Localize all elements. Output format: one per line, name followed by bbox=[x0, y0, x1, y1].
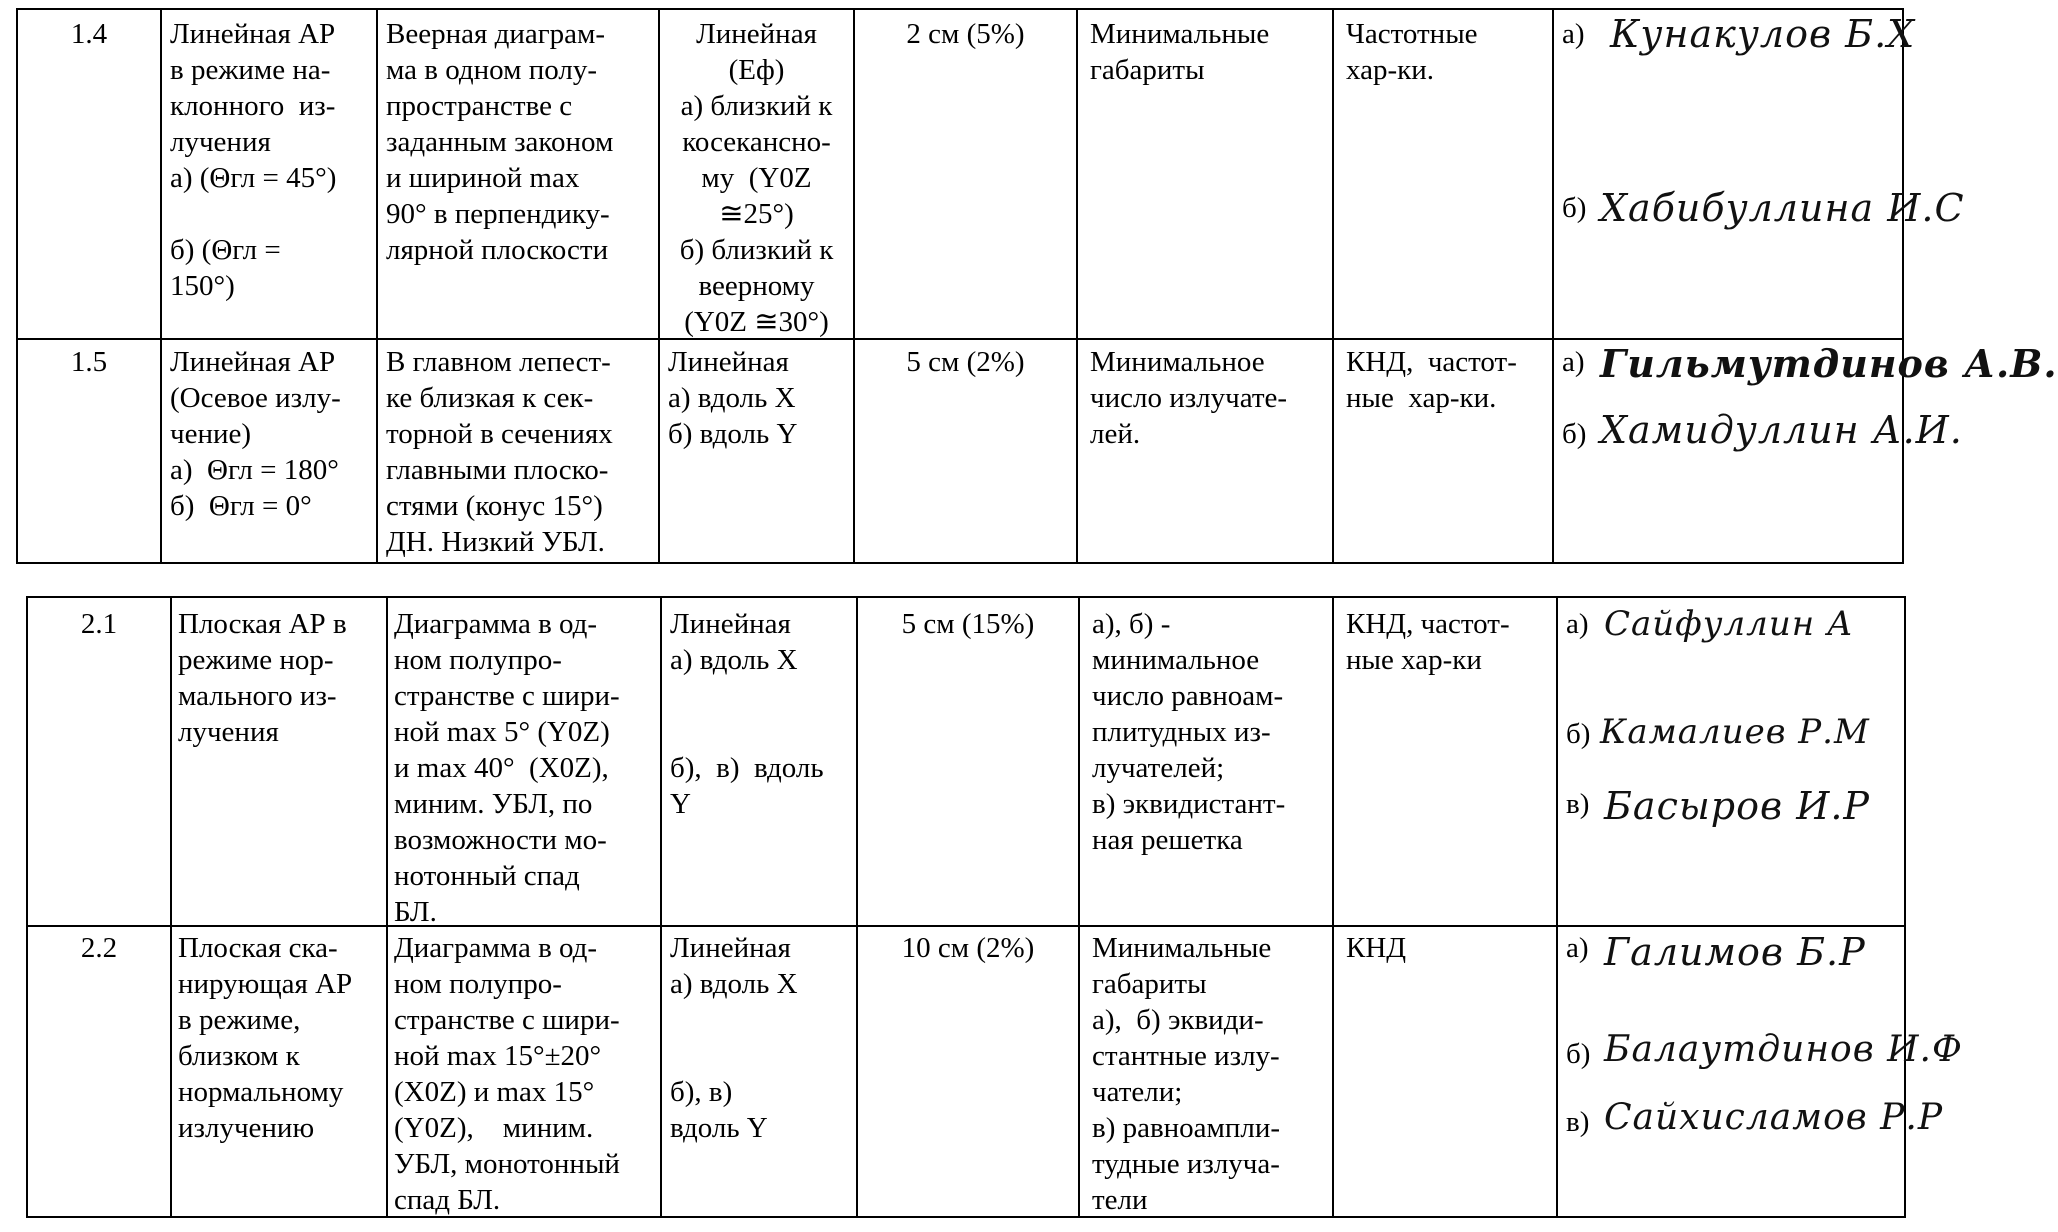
characteristics: КНД bbox=[1346, 932, 1407, 964]
accuracy: 10 см (2%) bbox=[901, 932, 1035, 964]
criterion: Минимальное число излучате- лей. bbox=[1090, 346, 1288, 450]
student-signature: Сайфуллин А bbox=[1604, 604, 1854, 644]
student-label: б) bbox=[1562, 418, 1587, 450]
array-name: Линейная АР (Осевое излу- чение) а) Θгл = 180° б) Θгл = 0° bbox=[170, 346, 341, 522]
array-name: Плоская ска- нирующая АР в режиме, близком к нормальному излучению bbox=[178, 932, 353, 1144]
student-signature: Хабибуллина И.С bbox=[1600, 186, 1965, 230]
student-signature: Басыров И.Р bbox=[1604, 784, 1870, 828]
column-divider bbox=[376, 8, 378, 564]
characteristics: КНД, частот- ные хар-ки bbox=[1346, 608, 1510, 676]
column-divider bbox=[1552, 8, 1554, 564]
column-divider bbox=[660, 596, 662, 1218]
student-label: б) bbox=[1562, 192, 1587, 224]
column-divider bbox=[1078, 596, 1080, 1218]
accuracy: 5 см (2%) bbox=[906, 346, 1025, 378]
array-name: Линейная АР в режиме на- клонного из- лучения а) (Θгл = 45°) б) (Θгл = 150°) bbox=[170, 18, 337, 302]
array-type: Линейная а) вдоль X б) вдоль Y bbox=[668, 346, 798, 450]
pattern-description: Диаграмма в од- ном полупро- странстве с шири- ной max 5° (Y0Z) и max 40° (X0Z), миним. УБЛ, по возможности мо- нотонный спад БЛ. bbox=[394, 608, 620, 928]
array-name: Плоская АР в режиме нор- мального из- лучения bbox=[178, 608, 347, 748]
column-divider bbox=[1332, 8, 1334, 564]
row-number: 2.1 bbox=[80, 608, 118, 640]
column-divider bbox=[160, 8, 162, 564]
array-type: Линейная а) вдоль X б), в) вдоль Y bbox=[670, 932, 798, 1144]
criterion: Минимальные габариты а), б) эквиди- стантные излу- чатели; в) равноампли- тудные излуча- тели bbox=[1092, 932, 1281, 1216]
column-divider bbox=[1076, 8, 1078, 564]
characteristics: КНД, частот- ные хар-ки. bbox=[1346, 346, 1517, 414]
student-label: б) bbox=[1566, 1038, 1591, 1070]
student-signature: Гильмутдинов А.В. bbox=[1600, 341, 2058, 386]
pattern-description: Диаграмма в од- ном полупро- странстве с шири- ной max 15°±20° (X0Z) и max 15° (Y0Z), миним. УБЛ, монотонный спад БЛ. bbox=[394, 932, 620, 1216]
student-signature: Галимов Б.Р bbox=[1604, 930, 1866, 974]
column-divider bbox=[1556, 596, 1558, 1218]
student-signature: Хамидуллин А.И. bbox=[1600, 408, 1963, 452]
student-label: б) bbox=[1566, 718, 1591, 750]
row-number: 2.2 bbox=[80, 932, 118, 964]
column-divider bbox=[1332, 596, 1334, 1218]
column-divider bbox=[853, 8, 855, 564]
column-divider bbox=[386, 596, 388, 1218]
row-divider bbox=[16, 338, 1904, 340]
row-number: 1.5 bbox=[70, 346, 108, 378]
student-signature: Сайхисламов Р.Р bbox=[1604, 1097, 1944, 1138]
pattern-description: Веерная диаграм- ма в одном полу- пространстве с заданным законом и шириной max 90° в перпендику- лярной плоскости bbox=[386, 18, 614, 266]
column-divider bbox=[856, 596, 858, 1218]
student-label: в) bbox=[1566, 1106, 1590, 1138]
student-label: а) bbox=[1562, 18, 1585, 50]
pattern-description: В главном лепест- ке близкая к сек- торной в сечениях главными плоско- стями (конус 15°) ДН. Низкий УБЛ. bbox=[386, 346, 613, 558]
student-label: в) bbox=[1566, 788, 1590, 820]
student-label: а) bbox=[1566, 932, 1589, 964]
criterion: Минимальные габариты bbox=[1090, 18, 1270, 86]
accuracy: 5 см (15%) bbox=[901, 608, 1035, 640]
characteristics: Частотные хар-ки. bbox=[1346, 18, 1478, 86]
student-label: а) bbox=[1562, 346, 1585, 378]
student-signature: Кунакулов Б.Х bbox=[1610, 12, 1916, 56]
criterion: а), б) - минимальное число равноам- плитудных из- лучателей; в) эквидистант- ная решетка bbox=[1092, 608, 1286, 856]
row-number: 1.4 bbox=[70, 18, 108, 50]
array-type: Линейная (Еф) а) близкий к косекансно- му (Y0Z ≅25°) б) близкий к веерному (Y0Z ≅30°) bbox=[679, 18, 834, 338]
student-label: а) bbox=[1566, 608, 1589, 640]
array-type: Линейная а) вдоль X б), в) вдоль Y bbox=[670, 608, 824, 820]
accuracy: 2 см (5%) bbox=[906, 18, 1025, 50]
row-divider bbox=[26, 925, 1906, 927]
column-divider bbox=[170, 596, 172, 1218]
student-signature: Камалиев Р.М bbox=[1600, 712, 1870, 752]
student-signature: Балаутдинов И.Ф bbox=[1604, 1029, 1963, 1070]
